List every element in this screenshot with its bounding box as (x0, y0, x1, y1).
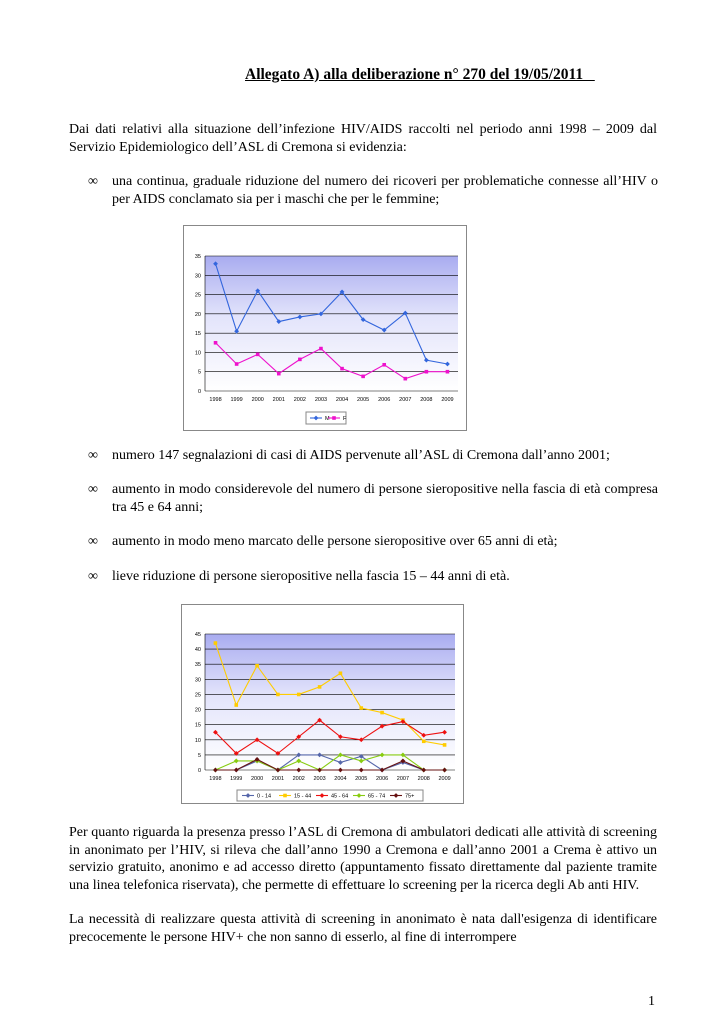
x-tick-label: 2006 (378, 397, 391, 403)
y-tick-label: 25 (194, 692, 201, 699)
x-tick-label: 2002 (293, 397, 306, 403)
page-title: Allegato A) alla deliberazione n° 270 del 19/05/2011 (245, 66, 595, 83)
data-point (443, 743, 447, 747)
y-tick-label: 15 (194, 722, 201, 729)
data-point (214, 641, 218, 645)
bullet-text: aumento in modo meno marcato delle persone sieropositive over 65 anni di età; (112, 534, 558, 549)
plot-area (205, 256, 458, 391)
x-tick-label: 2003 (314, 397, 328, 403)
data-point (318, 685, 322, 689)
x-tick-label: 2009 (438, 776, 451, 782)
bullet-text: aumento in modo considerevole del numero di persone sieropositive nella fascia di età compresa tra 45 e 64 anni; (112, 482, 658, 515)
data-point (340, 367, 344, 371)
bullet-text: lieve riduzione di persone sieropositive nella fascia 15 – 44 anni di età. (112, 569, 510, 584)
y-tick-label: 0 (197, 389, 201, 395)
y-tick-label: 25 (194, 292, 201, 299)
data-point (276, 693, 280, 697)
y-tick-label: 45 (194, 632, 201, 638)
y-tick-label: 10 (194, 737, 201, 744)
x-tick-label: 2009 (441, 397, 454, 403)
intro-paragraph: Dai dati relativi alla situazione dell’infezione HIV/AIDS raccolti nel periodo anni 1998 – 2009 dal Servizio Epidemiologico dell’ASL di Cremona si evidenzia: (69, 122, 657, 155)
bullet-text: numero 147 segnalazioni di casi di AIDS pervenute all’ASL di Cremona dall’anno 2001; (112, 448, 610, 463)
x-tick-label: 2004 (334, 776, 347, 782)
data-point (319, 347, 323, 351)
x-tick-label: 2004 (335, 397, 349, 403)
x-tick-label: 2000 (250, 776, 264, 782)
closing-paragraph: Per quanto riguarda la presenza presso l’ASL di Cremona di ambulatori dedicati alle attività di screening in anonimato per l’HIV, si rileva che dall’anno 1990 a Cremona e dall’anno 2001 a Crema è attivo un servizio gratuito, anonimo e ad accesso diretto (appuntamento fissato direttamente dal paziente tramite una linea telefonica riservata), che permette di effettuare lo screening per la ricerca degli Ab anti HIV. (69, 825, 657, 893)
data-point (298, 358, 302, 362)
x-tick-label: 2005 (357, 397, 370, 403)
data-point (214, 341, 218, 345)
data-point (256, 353, 260, 357)
x-tick-label: 1999 (230, 397, 243, 403)
data-point (255, 664, 259, 668)
data-point (446, 370, 450, 374)
x-tick-label: 2003 (313, 776, 326, 782)
closing-paragraph-continued: La necessità di realizzare questa attività di screening in anonimato è nata dall'esigenza di identificare precocemente le persone HIV+ che non sanno di esserlo, al fine di interrompere (69, 912, 657, 945)
data-point (422, 739, 426, 743)
y-tick-label: 40 (194, 647, 201, 654)
infinity-bullet-icon: ∞ (88, 482, 98, 497)
y-tick-label: 30 (194, 677, 201, 684)
y-tick-label: 20 (194, 707, 201, 714)
infinity-bullet-icon: ∞ (88, 534, 98, 549)
data-point (380, 711, 384, 715)
x-tick-label: 2007 (396, 776, 410, 782)
y-tick-label: 10 (194, 350, 201, 357)
x-tick-label: 2008 (420, 397, 433, 403)
chart-hiv-by-age (181, 604, 464, 804)
y-tick-label: 5 (197, 752, 201, 759)
legend-label: F (343, 416, 347, 422)
legend-label: 15 - 44 (294, 793, 312, 800)
legend-label: 0 - 14 (257, 793, 272, 800)
x-tick-label: 1999 (230, 776, 243, 782)
legend-label: 65 - 74 (368, 793, 386, 800)
x-tick-label: 1998 (209, 397, 222, 403)
data-point (425, 370, 429, 374)
y-tick-label: 15 (194, 331, 201, 338)
x-tick-label: 2001 (271, 776, 285, 782)
legend-label: M (325, 416, 330, 422)
infinity-bullet-icon: ∞ (88, 569, 98, 584)
y-tick-label: 0 (197, 768, 201, 774)
x-tick-label: 2007 (399, 397, 412, 403)
x-tick-label: 2008 (417, 776, 430, 782)
x-tick-label: 2006 (375, 776, 389, 782)
legend-marker (332, 416, 336, 420)
page-number: 1 (648, 994, 655, 1009)
x-tick-label: 2001 (272, 397, 285, 403)
chart-admissions-by-sex (183, 225, 467, 431)
y-tick-label: 35 (194, 662, 201, 669)
data-point (361, 375, 365, 379)
data-point (403, 377, 407, 381)
bullet-text: una continua, graduale riduzione del numero dei ricoveri per problematiche connesse all’HIV o per AIDS conclamato sia per i maschi che per le femmine; (112, 174, 658, 207)
y-tick-label: 30 (194, 273, 201, 280)
data-point (235, 362, 239, 366)
infinity-bullet-icon: ∞ (88, 174, 98, 189)
x-tick-label: 2000 (251, 397, 264, 403)
data-point (382, 363, 386, 367)
y-tick-label: 20 (194, 311, 201, 318)
data-point (339, 671, 343, 675)
data-point (234, 703, 238, 707)
legend-label: 45 - 64 (331, 793, 349, 800)
legend-label: 75+ (405, 793, 415, 800)
data-point (277, 372, 281, 376)
x-tick-label: 2005 (355, 776, 368, 782)
legend-marker (283, 794, 287, 798)
data-point (297, 693, 301, 697)
infinity-bullet-icon: ∞ (88, 448, 98, 463)
y-tick-label: 5 (197, 369, 201, 376)
x-tick-label: 1998 (209, 776, 222, 782)
data-point (359, 706, 363, 710)
y-tick-label: 35 (194, 254, 201, 260)
x-tick-label: 2002 (292, 776, 305, 782)
